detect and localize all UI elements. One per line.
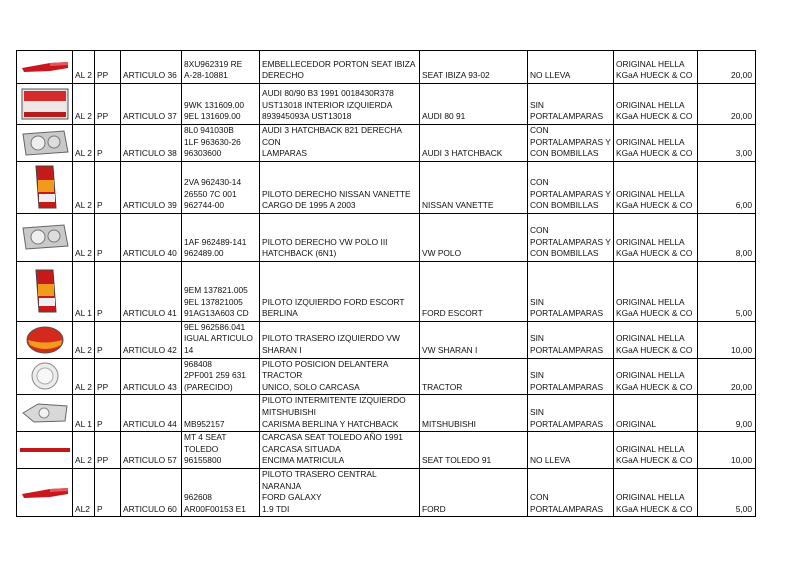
table-row [17,161,756,213]
table-row [17,432,756,469]
part-photo [17,468,73,516]
part-photo [17,321,73,358]
part-photo [17,432,73,469]
manufacturer-cell: ORIGINAL HELLA KGaA HUECK & CO [614,321,698,358]
location-cell: AL 2 [73,358,95,395]
part-photo [17,213,73,261]
reference-code-cell: MB952157 [182,395,260,432]
reference-code-cell: 9EL 962586.041 IGUAL ARTICULO 14 [182,321,260,358]
condition-cell: P [95,161,121,213]
article-number-cell: ARTICULO 57 [121,432,182,469]
lamp-holder-note-cell: NO LLEVA [528,51,614,84]
description-cell: AUDI 3 HATCHBACK 821 DERECHA CON LAMPARAS [260,125,420,162]
condition-cell: PP [95,432,121,469]
article-number-cell: ARTICULO 39 [121,161,182,213]
round-lamp-housing-image [28,361,62,391]
vehicle-model-cell: AUDI 3 HATCHBACK [420,125,528,162]
location-cell: AL 2 [73,432,95,469]
manufacturer-cell: ORIGINAL HELLA KGaA HUECK & CO [614,125,698,162]
condition-cell: PP [95,358,121,395]
lamp-holder-note-cell: CON PORTALAMPARAS Y CON BOMBILLAS [528,213,614,261]
article-number-cell: ARTICULO 36 [121,51,182,84]
vehicle-model-cell: VW SHARAN I [420,321,528,358]
description-cell: PILOTO DERECHO NISSAN VANETTE CARGO DE 1995 A 2003 [260,161,420,213]
vehicle-model-cell: SEAT TOLEDO 91 [420,432,528,469]
manufacturer-cell: ORIGINAL HELLA KGaA HUECK & CO [614,468,698,516]
vehicle-model-cell: MITSHUBISHI [420,395,528,432]
table-row [17,51,756,84]
part-photo [17,395,73,432]
condition-cell: PP [95,51,121,84]
manufacturer-cell: ORIGINAL HELLA KGaA HUECK & CO [614,51,698,84]
manufacturer-cell: ORIGINAL HELLA KGaA HUECK & CO [614,432,698,469]
article-number-cell: ARTICULO 40 [121,213,182,261]
lamp-holder-note-cell: CON PORTALAMPARAS [528,468,614,516]
condition-cell: P [95,468,121,516]
lamp-holder-note-cell: SIN PORTALAMPARAS [528,358,614,395]
location-cell: AL 1 [73,261,95,321]
table-row [17,125,756,162]
clear-headlight-image [20,222,70,252]
oval-tail-light-image [25,325,65,355]
article-number-cell: ARTICULO 42 [121,321,182,358]
reference-code-cell: 8L0 941030B 1LF 963630-26 96303600 [182,125,260,162]
table-row [17,395,756,432]
table-row [17,84,756,125]
parts-inventory-table [16,50,756,517]
lamp-holder-note-cell: CON PORTALAMPARAS Y CON BOMBILLAS [528,161,614,213]
part-photo [17,161,73,213]
price-cell: 8,00 [698,213,756,261]
vehicle-model-cell: SEAT IBIZA 93-02 [420,51,528,84]
article-number-cell: ARTICULO 37 [121,84,182,125]
table-row [17,213,756,261]
lamp-holder-note-cell: SIN PORTALAMPARAS [528,395,614,432]
part-photo [17,125,73,162]
article-number-cell: ARTICULO 41 [121,261,182,321]
description-cell: PILOTO POSICION DELANTERA TRACTOR UNICO, SOLO CARCASA [260,358,420,395]
description-cell: EMBELLECEDOR PORTON SEAT IBIZA DERECHO [260,51,420,84]
reference-code-cell: 9WK 131609.00 9EL 131609.00 [182,84,260,125]
part-photo [17,358,73,395]
vertical-tail-light-image [31,164,59,210]
table-row [17,321,756,358]
location-cell: AL 2 [73,84,95,125]
vehicle-model-cell: NISSAN VANETTE [420,161,528,213]
price-cell: 20,00 [698,51,756,84]
vehicle-model-cell: TRACTOR [420,358,528,395]
reference-code-cell: 962608 AR00F00153 E1 [182,468,260,516]
price-cell: 5,00 [698,468,756,516]
article-number-cell: ARTICULO 38 [121,125,182,162]
table-body [17,51,756,517]
location-cell: AL 2 [73,161,95,213]
article-number-cell: ARTICULO 60 [121,468,182,516]
price-cell: 3,00 [698,125,756,162]
price-cell: 9,00 [698,395,756,432]
red-bar-tail-light-image [20,486,70,500]
location-cell: AL2 [73,468,95,516]
vehicle-model-cell: VW POLO [420,213,528,261]
reference-code-cell: 8XU962319 RE A-28-10881 [182,51,260,84]
location-cell: AL 2 [73,213,95,261]
clear-headlight-image [20,128,70,158]
description-cell: PILOTO IZQUIERDO FORD ESCORT BERLINA [260,261,420,321]
lamp-holder-note-cell: SIN PORTALAMPARAS [528,84,614,125]
description-cell: CARCASA SEAT TOLEDO AÑO 1991 CARCASA SITUADA ENCIMA MATRICULA [260,432,420,469]
lamp-holder-note-cell: CON PORTALAMPARAS Y CON BOMBILLAS [528,125,614,162]
condition-cell: PP [95,84,121,125]
vehicle-model-cell: FORD [420,468,528,516]
reference-code-cell: 2VA 962430-14 26550 7C 001 962744-00 [182,161,260,213]
manufacturer-cell: ORIGINAL HELLA KGaA HUECK & CO [614,84,698,125]
condition-cell: P [95,321,121,358]
condition-cell: P [95,395,121,432]
reference-code-cell: 9EM 137821.005 9EL 137821005 91AG13A603 CD [182,261,260,321]
description-cell: AUDI 80/90 B3 1991 0018430R378 UST13018 INTERIOR IZQUIERDA 893945093A UST13018 [260,84,420,125]
manufacturer-cell: ORIGINAL HELLA KGaA HUECK & CO [614,213,698,261]
price-cell: 6,00 [698,161,756,213]
price-cell: 20,00 [698,358,756,395]
lamp-holder-note-cell: NO LLEVA [528,432,614,469]
condition-cell: P [95,261,121,321]
thin-red-strip-image [19,446,71,454]
price-cell: 10,00 [698,321,756,358]
location-cell: AL 1 [73,395,95,432]
condition-cell: P [95,213,121,261]
manufacturer-cell: ORIGINAL HELLA KGaA HUECK & CO [614,261,698,321]
reference-code-cell: MT 4 SEAT TOLEDO 96155800 [182,432,260,469]
part-photo [17,84,73,125]
part-photo [17,51,73,84]
vehicle-model-cell: FORD ESCORT [420,261,528,321]
location-cell: AL 2 [73,51,95,84]
manufacturer-cell: ORIGINAL HELLA KGaA HUECK & CO [614,161,698,213]
article-number-cell: ARTICULO 43 [121,358,182,395]
location-cell: AL 2 [73,125,95,162]
description-cell: PILOTO TRASERO CENTRAL NARANJA FORD GALAXY 1.9 TDI [260,468,420,516]
table-row [17,358,756,395]
manufacturer-cell: ORIGINAL [614,395,698,432]
price-cell: 10,00 [698,432,756,469]
vertical-tail-light-image [31,268,59,314]
red-bar-tail-light-image [20,60,70,74]
part-photo [17,261,73,321]
price-cell: 5,00 [698,261,756,321]
price-cell: 20,00 [698,84,756,125]
article-number-cell: ARTICULO 44 [121,395,182,432]
description-cell: PILOTO DERECHO VW POLO III HATCHBACK (6N1) [260,213,420,261]
table-row [17,468,756,516]
description-cell: PILOTO TRASERO IZQUIERDO VW SHARAN I [260,321,420,358]
manufacturer-cell: ORIGINAL HELLA KGaA HUECK & CO [614,358,698,395]
red-white-tail-light-image [20,85,70,123]
location-cell: AL 2 [73,321,95,358]
clear-indicator-image [20,401,70,425]
reference-code-cell: 968408 2PF001 259 631 (PARECIDO) [182,358,260,395]
vehicle-model-cell: AUDI 80 91 [420,84,528,125]
reference-code-cell: 1AF 962489-141 962489.00 [182,213,260,261]
condition-cell: P [95,125,121,162]
table-row [17,261,756,321]
description-cell: PILOTO INTERMITENTE IZQUIERDO MITSHUBISHI CARISMA BERLINA Y HATCHBACK [260,395,420,432]
lamp-holder-note-cell: SIN PORTALAMPARAS [528,321,614,358]
lamp-holder-note-cell: SIN PORTALAMPARAS [528,261,614,321]
